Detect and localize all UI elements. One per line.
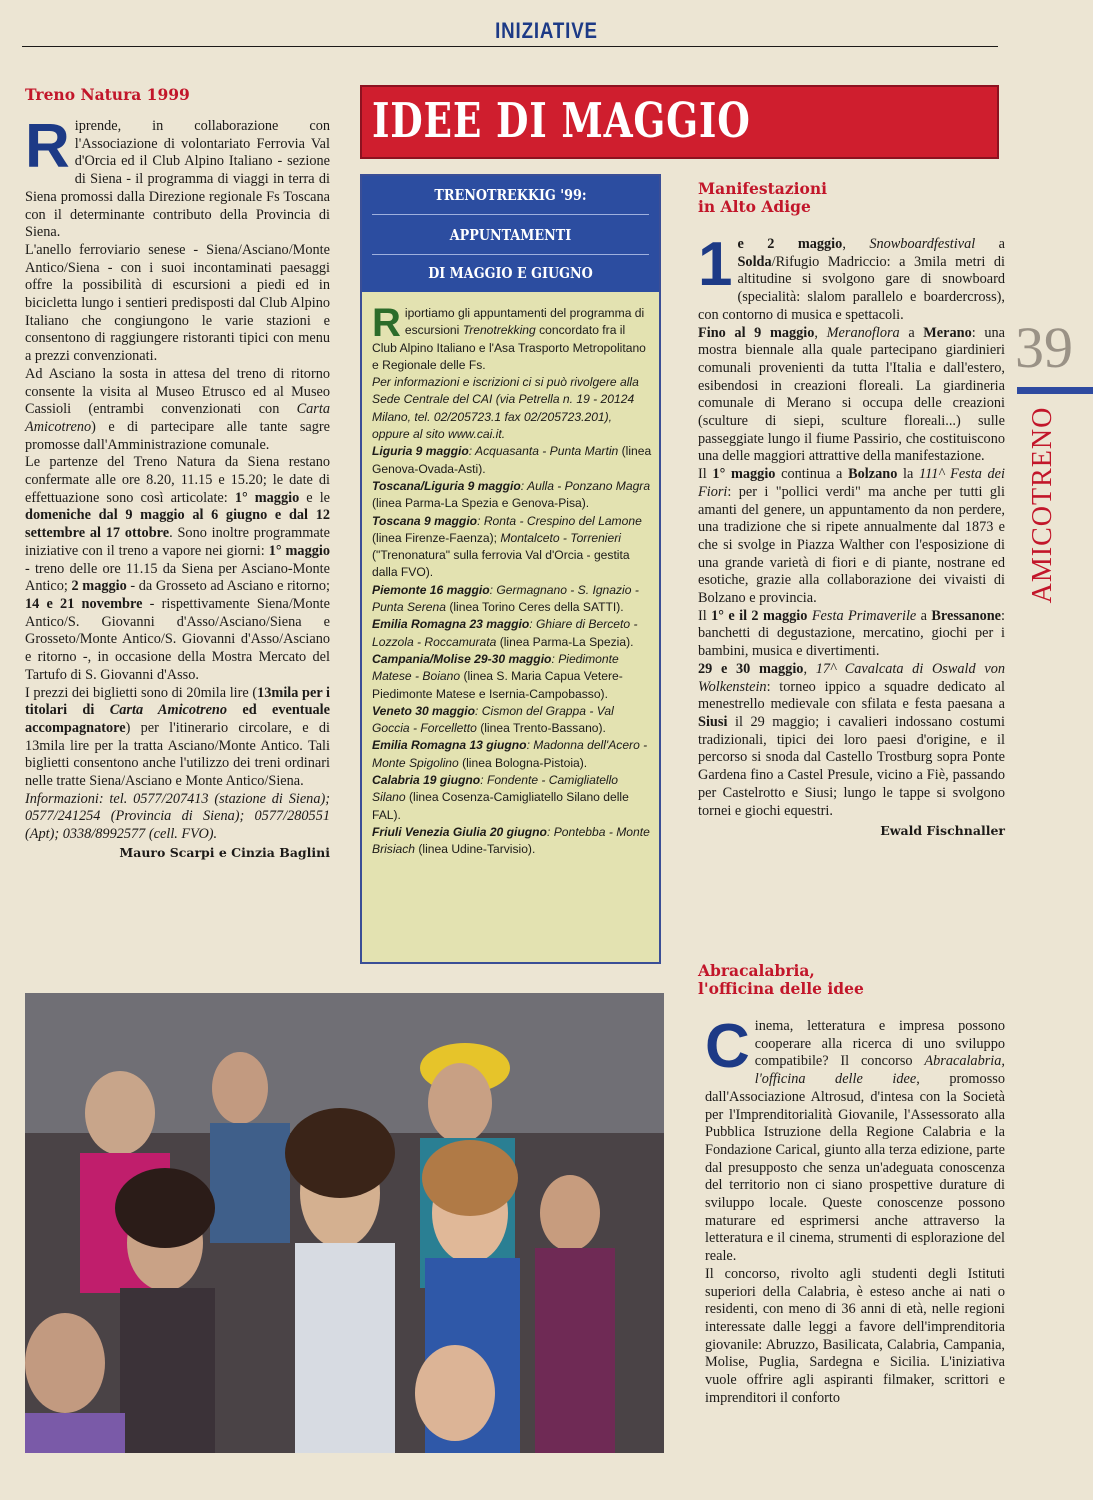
section-label: INIZIATIVE xyxy=(495,18,598,43)
drop-cap: R xyxy=(372,301,401,345)
trekking-box-body: Riportiamo gli appuntamenti del programma di escursioni Trenotrekking concordato fra il Club Alpino Italiano e l'Asa Trasporto Metropolitano e Regionale delle Fs. Per informazioni e iscrizioni ci si può rivolgere alla Sede Centrale del CAI (via Petrella n. 19 - 20124 Milano, tel. 02/205723.1 fax 02/205723.201), oppure al sito www.cai.it. Liguria 9 maggio: Acquasanta - Punta Martin (linea Genova-Ovada-Asti). Toscana/Liguria 9 maggio: Aulla - Ponzano Magra (linea Parma-La Spezia e Genova-Pisa). Toscana 9 maggio: Ronta - Crespino del Lamone (linea Firenze-Faenza); Montalceto - Torrenieri ("Trenonatura" sulla ferrovia Val d'Orcia - gestita dalla FVO). Piemonte 16 maggio: Germagnano - S. Ignazio - Punta Serena (linea Torino Ceres della SATTI). Emilia Romagna 23 maggio: Ghiare di Berceto - Lozzola - Roccamurata (linea Parma-La Spezia). Campania/Molise 29-30 maggio: Piedimonte Matese - Boiano (linea S. Maria Capua Vetere-Piedimonte Matese e Isernia-Campobasso). Veneto 30 maggio: Cismon del Grappa - Val Goccia - Forcelletto (linea Trento-Bassano). Emilia Romagna 13 giugno: Madonna dell'Acero - Monte Spigolino (linea Bologna-Pistoia). Calabria 19 giugno: Fondente - Camigliatello Silano (linea Cosenza-Camigliatello Silano delle FAL). Friuli Venezia Giulia 20 giugno: Pontebba - Monte Brisiach (linea Udine-Tarvisio). xyxy=(372,305,653,859)
list-item: Emilia Romagna 23 maggio: Ghiare di Berceto - Lozzola - Roccamurata (linea Parma-La Spezia). xyxy=(372,617,638,649)
box-head-line-3: DI MAGGIO E GIUGNO xyxy=(428,264,593,282)
article-kicker-abracalabria: Abracalabria, l'officina delle idee xyxy=(698,961,864,998)
article-alto-adige: 1 e 2 maggio, Snowboardfestival a Solda/Rifugio Madriccio: a 3mila metri di altitudine si svolgono gare di snowboard (specialità: slalom parallelo e boardercross), con contorno di musica e spettacoli. Fino al 9 maggio, Meranoflora a Merano: una mostra biennale alla quale partecipano giardinieri comunali provenienti da tutta l'Italia e dall'estero, esibendosi in creazioni floreali. La giardineria comunale di Merano si occupa delle creazioni (sculture di siepi, sculture floreali...) sulle passeggiate lungo il fiume Passirio, che costituiscono una delle maggiori attrattive della manifestazione. Il 1° maggio continua a Bolzano la 111^ Festa dei Fiori: per i "pollici verdi" ma anche per tutti gli amanti del genere, un appuntamento da non perdere, una tradizione che si ripete annualmente dal 1873 e che si svolge in Piazza Walther con l'esposizione di una grande varietà di fiori e di piante, nostrane ed esotiche, grazie alla collaborazione dei vivaisti di Bolzano e provincia. Il 1° e il 2 maggio Festa Primaverile a Bressanone: banchetti di degustazione, mercatino, giochi per i bambini, musica e divertimenti. 29 e 30 maggio, 17^ Cavalcata di Oswald von Wolkenstein: torneo ippico a squadre dedicato al menestrello medievale con sfilata e festa paesana a Siusi il 29 maggio; i cavalieri indossano costumi tradizionali, tipici dei loro paesi d'origine, e il percorso si snoda dal Castello Trostburg sopra Ponte Gardena fino a Castel Presule, vicino a Fiè, passando per Castelrotto e Siusi; lungo le tappe si svolgono tornei e giochi equestri. Ewald Fischnaller xyxy=(698,230,1006,839)
list-item: Campania/Molise 29-30 maggio: Piedimonte Matese - Boiano (linea S. Maria Capua Vetere-Piedimonte Matese e Isernia-Campobasso). xyxy=(372,651,623,701)
article-treno-natura: Riprende, in collaborazione con l'Associazione di volontariato Ferrovia Val d'Orcia ed il Club Alpino Italiano - sezione di Siena - il programma di viaggi in terra di Siena promossi dalla Direzione regionale Fs Toscana con il determinante contributo della Provincia di Siena. L'anello ferroviario senese - Siena/Asciano/Monte Antico/Siena - con i suoi incontaminati paesaggi offre la possibilità di escursioni a piedi ed in bicicletta lungo i sentieri predisposti dal Club Alpino Italiano che congiungono le varie stazioni e consentono di raggiungere ristoranti tipici con menu a prezzi convenzionati. Ad Asciano la sosta in attesa del treno di ritorno consente la visita al Museo Etrusco ed al Museo Cassioli (entrambi convenzionati con Carta Amicotreno) e di partecipare alle tante sagre promosse dall'Amministrazione comunale. Le partenze del Treno Natura da Siena restano confermate alle ore 8.20, 11.15 e 15.20; le date di effettuazione sono così articolate: 1° maggio e le domeniche dal 9 maggio al 6 giugno e dal 12 settembre al 17 ottobre. Sono inoltre programmate iniziative con il treno a vapore nei giorni: 1° maggio - treno delle ore 11.15 da Siena per Asciano-Monte Antico; 2 maggio - da Grosseto ad Asciano e ritorno; 14 e 21 novembre - rispettivamente Siena/Monte Antico/S. Giovanni d'Asso/Asciano/Siena e Grosseto/Monte Antico/S. Giovanni d'Asso/Asciano e ritorno -, in occasione della Mostra Mercato del Tartufo di S. Giovanni d'Asso. I prezzi dei biglietti sono di 20mila lire (13mila per i titolari di Carta Amicotreno ed eventuale accompagnatore) per l'itinerario circolare, e di 13mila lire per la tratta Asciano/Monte Antico. Tali biglietti consentono anche l'utilizzo dei treni ordinari nelle tratte Siena/Asciano e Monte Antico/Siena. Informazioni: tel. 0577/207413 (stazione di Siena); 0577/241254 (Provincia di Siena); 0577/280551 (Apt); 0338/8992577 (cell. FVO). Mauro Scarpi e Cinzia Baglini xyxy=(25,112,331,860)
top-rule xyxy=(22,46,998,47)
article-kicker-treno-natura: Treno Natura 1999 xyxy=(25,85,190,104)
list-item: Calabria 19 giugno: Fondente - Camigliatello Silano (linea Cosenza-Camigliatello Silano delle FAL). xyxy=(372,773,629,822)
page-number-bar xyxy=(1017,387,1093,394)
headline-title: IDEE DI MAGGIO xyxy=(372,93,751,149)
drop-cap: C xyxy=(705,1012,750,1081)
article-kicker-alto-adige: Manifestazioni in Alto Adige xyxy=(698,179,828,216)
box-head-line-1: TRENOTREKKIG '99: xyxy=(434,186,587,204)
byline: Mauro Scarpi e Cinzia Baglini xyxy=(119,844,330,860)
list-item: Toscana 9 maggio: Ronta - Crespino del Lamone (linea Firenze-Faenza); Montalceto - Torrenieri ("Trenonatura" sulla ferrovia Val d'Orcia - gestita dalla FVO). xyxy=(372,513,642,580)
list-item: Veneto 30 maggio: Cismon del Grappa - Val Goccia - Forcelletto (linea Trento-Bassano). xyxy=(372,703,614,736)
box-head-line-2: APPUNTAMENTI xyxy=(449,226,572,244)
article-abracalabria: Cinema, letteratura e impresa possono cooperare alla ricerca di uno sviluppo compatibile? Il concorso Abracalabria, l'officina delle idee, promosso dall'Associazione Altrosud, d'intesa con la Società per l'Imprenditorialità Giovanile, l'Assessorato alla Pubblica Istruzione della Regione Calabria e la Fondazione Carical, giunto alla terza edizione, parte dal presupposto che senza un'adeguata conoscenza del territorio non ci siano prospettive durature di sviluppo locale. Queste conoscenze possono maturare ed esprimersi anche attraverso la letteratura e il cinema, strumenti di esplorazione del reale. Il concorso, rivolto agli studenti degli Istituti superiori della Calabria, è esteso anche ai nati o residenti, con meno di 36 anni di età, nelle regioni interessate dalle leggi a favore dell'imprenditoria giovanile: Abruzzo, Basilicata, Calabria, Campania, Molise, Puglia, Sardegna e Sicilia. L'iniziativa vuole offrire agli aspiranti filmaker, scrittori e imprenditori il conforto xyxy=(705,1012,1005,1406)
byline: Ewald Fischnaller xyxy=(880,823,1005,839)
list-item: Liguria 9 maggio: Acquasanta - Punta Martin (linea Genova-Ovada-Asti). xyxy=(372,444,652,476)
drop-cap: R xyxy=(25,112,70,181)
list-item: Emilia Romagna 13 giugno: Madonna dell'Acero - Monte Spigolino (linea Bologna-Pistoia). xyxy=(372,738,648,770)
page-number: 39 xyxy=(1015,315,1073,380)
magazine-name: AMICOTRENO xyxy=(1027,406,1058,604)
info-contacts: Informazioni: tel. 0577/207413 (stazione di Siena); 0577/241254 (Provincia di Siena); 0577/280551 (Apt); 0338/8992577 (cell. FVO). xyxy=(25,790,330,843)
list-item: Piemonte 16 maggio: Germagnano - S. Ignazio - Punta Serena (linea Torino Ceres della SATTI). xyxy=(372,582,639,615)
list-item: Friuli Venezia Giulia 20 giugno: Pontebba - Monte Brisiach (linea Udine-Tarvisio). xyxy=(372,824,650,857)
list-item: Toscana/Liguria 9 maggio: Aulla - Ponzano Magra (linea Parma-La Spezia e Genova-Pisa). xyxy=(372,478,651,511)
trekking-box-header xyxy=(362,176,659,292)
drop-cap: 1 xyxy=(698,230,733,299)
box-info: Per informazioni e iscrizioni ci si può rivolgere alla Sede Centrale del CAI (via Petrella n. 19 - 20124 Milano, tel. 02/205723.1 fax 02/205723.201), oppure al sito www.cai.it. xyxy=(372,375,639,442)
hikers-photo xyxy=(25,993,664,1453)
